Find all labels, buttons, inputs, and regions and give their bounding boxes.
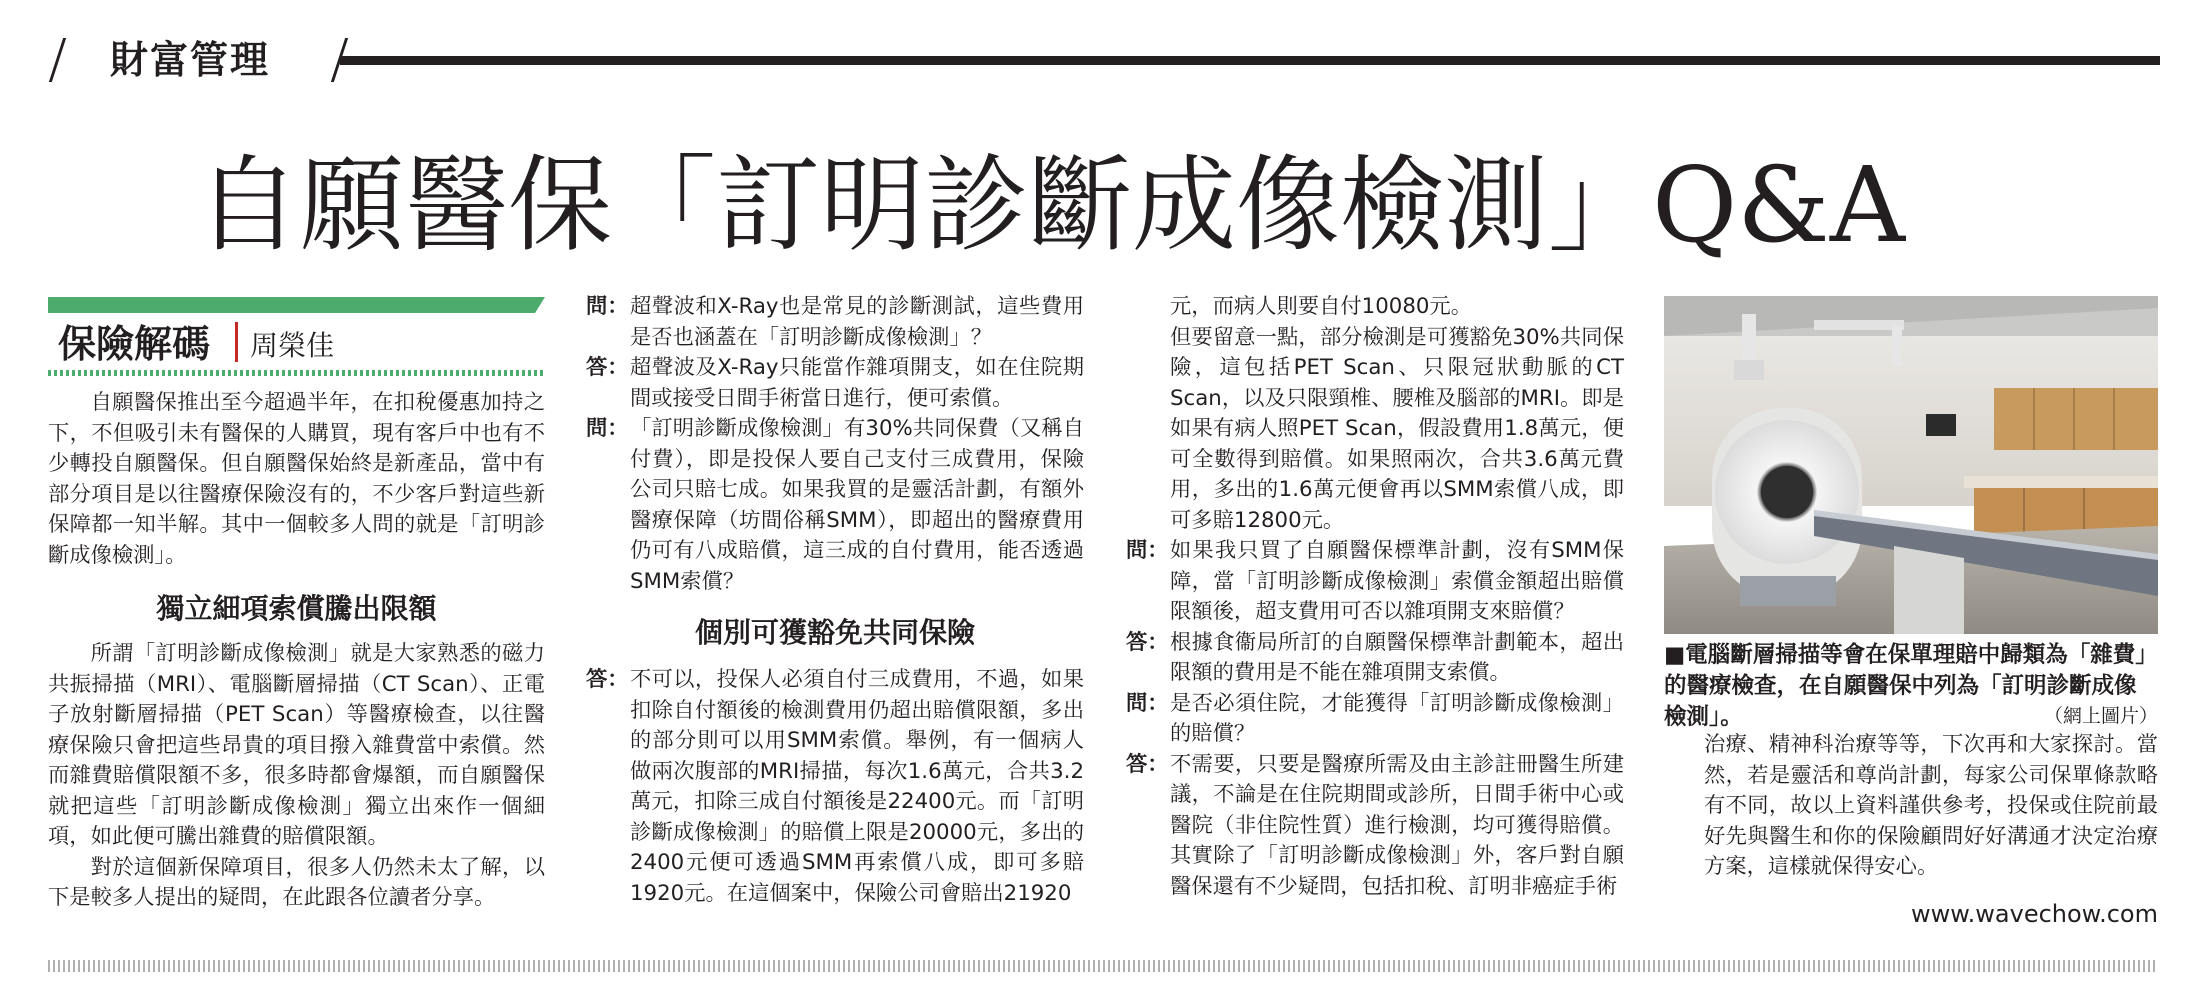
answer-text: 不可以，投保人必須自付三成費用，不過，如果扣除自付額後的檢測費用仍超出賠償限額，多出的部分則可以用SMM索償。舉例，有一個病人做兩次腹部的MRI掃描，每次1.6萬元，合共3.2萬元，扣除三成自付額後是22400元。而「訂明診斷成像檢測」的賠償上限是20000元，多出的2400元便可透過SMM再索償八成，即可多賠1920元。在這個案中，保險公司會賠出21920 bbox=[630, 667, 1084, 906]
question-text: 「訂明診斷成像檢測」有30%共同保費（又稱自付費），即是投保人要自己支付三成費用，保險公司只賠七成。如果我買的是靈活計劃，有額外醫療保障（坊間俗稱SMM），即超出的醫療費用仍可有八成賠償，這三成的自付費用，能否透過SMM索償？ bbox=[630, 416, 1084, 594]
answer-text: 根據食衞局所訂的自願醫保標準計劃範本，超出限額的費用是不能在雜項開支索償。 bbox=[1170, 629, 1624, 685]
subheading-2: 個別可獲豁免共同保險 bbox=[694, 616, 975, 649]
question-marker: 問： bbox=[1126, 538, 1169, 563]
subheading-1: 獨立細項索償騰出限額 bbox=[156, 592, 437, 625]
intro-paragraph: 自願醫保推出至今超過半年，在扣稅優惠加持之下，不但吸引未有醫保的人購買，現有客戶中也有不少轉投自願醫保。但自願醫保始終是新產品，當中有部分項目是以往醫療保險沒有的，不少客戶對這些新保障都一知半解。其中一個較多人問的就是「訂明診斷成像檢測」。 bbox=[48, 390, 545, 568]
question-marker: 問： bbox=[1126, 690, 1169, 716]
qa-question-3 bbox=[1126, 536, 1624, 628]
continued-paragraph: 但要留意一點，部分檢測是可獲豁免30%共同保險，這包括PET Scan、只限冠狀動脈的CT Scan，以及只限頸椎、腰椎及腦部的MRI。即是如果有病人照PET Scan，假設費用1.8萬元，便可全數得到賠償。如果照兩次，合共3.6萬元費用，多出的1.6萬元便會再以SMM索償八成，即可多賠12800元。 bbox=[1170, 324, 1624, 533]
photo-caption: ■電腦斷層掃描等會在保單理賠中歸類為「雜費」的醫療檢查，在自願醫保中列為「訂明診斷成像檢測」。 bbox=[1664, 642, 2158, 730]
author-website: www.wavechow.com bbox=[1910, 900, 2158, 928]
article-column-2 bbox=[586, 292, 1084, 909]
column-banner-bar bbox=[48, 297, 545, 313]
qa-answer-2 bbox=[586, 665, 1084, 909]
article-column-1 bbox=[48, 388, 545, 914]
article-column-3 bbox=[1126, 292, 1624, 902]
question-text: 如果我只買了自願醫保標準計劃，沒有SMM保障，當「訂明診斷成像檢測」索償金額超出賠償限額後，超支費用可否以雜項開支來賠償？ bbox=[1170, 538, 1624, 624]
qa-question-2 bbox=[586, 414, 1084, 597]
answer-marker: 答： bbox=[1126, 629, 1169, 655]
ct-scanner-photo bbox=[1664, 296, 2158, 634]
answer-marker: 答： bbox=[586, 667, 629, 692]
section-label: 財富管理 bbox=[110, 38, 271, 82]
author-name: 周榮佳 bbox=[250, 329, 335, 362]
column-name: 保險解碼 bbox=[58, 321, 211, 366]
qa-question-1 bbox=[586, 292, 1084, 353]
header-slash-left bbox=[49, 38, 66, 82]
closing-paragraph: 治療、精神科治療等等，下次再和大家探討。當然，若是靈活和尊尚計劃，每家公司保單條款略有不同，故以上資料謹供參考，投保或住院前最好先與醫生和你的保險顧問好好溝通才決定治療方案，這樣就保得安心。 bbox=[1704, 732, 2158, 879]
photo-credit: （網上圖片） bbox=[2043, 705, 2158, 727]
qa-question-4 bbox=[1126, 689, 1624, 750]
body-paragraph-2: 所謂「訂明診斷成像檢測」就是大家熟悉的磁力共振掃描（MRI）、電腦斷層掃描（CT Scan）、正電子放射斷層掃描（PET Scan）等醫療檢查，以往醫療保險只會把這些昂貴的項目撥入雜費當中索償。然而雜費賠償限額不多，很多時都會爆額，而自願醫保就把這些「訂明診斷成像檢測」獨立出來作一個細項，如此便可騰出雜費的賠償限額。 bbox=[48, 641, 545, 849]
answer-text: 不需要，只要是醫療所需及由主診註冊醫生所建議，不論是在住院期間或診所，日間手術中心或醫院（非住院性質）進行檢測，均可獲得賠償。其實除了「訂明診斷成像檢測」外，客戶對自願醫保還有不少疑問，包括扣稅、訂明非癌症手術 bbox=[1170, 751, 1624, 899]
body-paragraph-3: 對於這個新保障項目，很多人仍然未太了解，以下是較多人提出的疑問，在此跟各位讀者分享。 bbox=[48, 854, 545, 910]
article-column-4 bbox=[1664, 730, 2158, 883]
header-rule bbox=[340, 56, 2160, 65]
answer-text: 超聲波及X-Ray只能當作雜項開支，如在住院期間或接受日間手術當日進行，便可索償。 bbox=[630, 355, 1084, 411]
answer-marker: 答： bbox=[1126, 751, 1169, 777]
continued-text: 元，而病人則要自付10080元。 bbox=[1170, 294, 1473, 319]
question-text: 是否必須住院，才能獲得「訂明診斷成像檢測」的賠償？ bbox=[1170, 690, 1624, 746]
qa-answer-3 bbox=[1126, 628, 1624, 689]
question-marker: 問： bbox=[586, 416, 629, 441]
bottom-dotted-rule bbox=[48, 960, 2158, 972]
column-divider bbox=[235, 322, 238, 362]
headline: 自願醫保「訂明診斷成像檢測」Q&A bbox=[196, 144, 1905, 266]
question-text: 超聲波和X-Ray也是常見的診斷測試，這些費用是否也涵蓋在「訂明診斷成像檢測」？ bbox=[630, 294, 1084, 350]
question-marker: 問： bbox=[586, 294, 629, 319]
column-dotted-rule bbox=[48, 370, 545, 376]
qa-answer-1 bbox=[586, 353, 1084, 414]
ct-scanner-illustration bbox=[1664, 296, 2158, 634]
answer-marker: 答： bbox=[586, 355, 629, 380]
qa-answer-4 bbox=[1126, 750, 1624, 903]
